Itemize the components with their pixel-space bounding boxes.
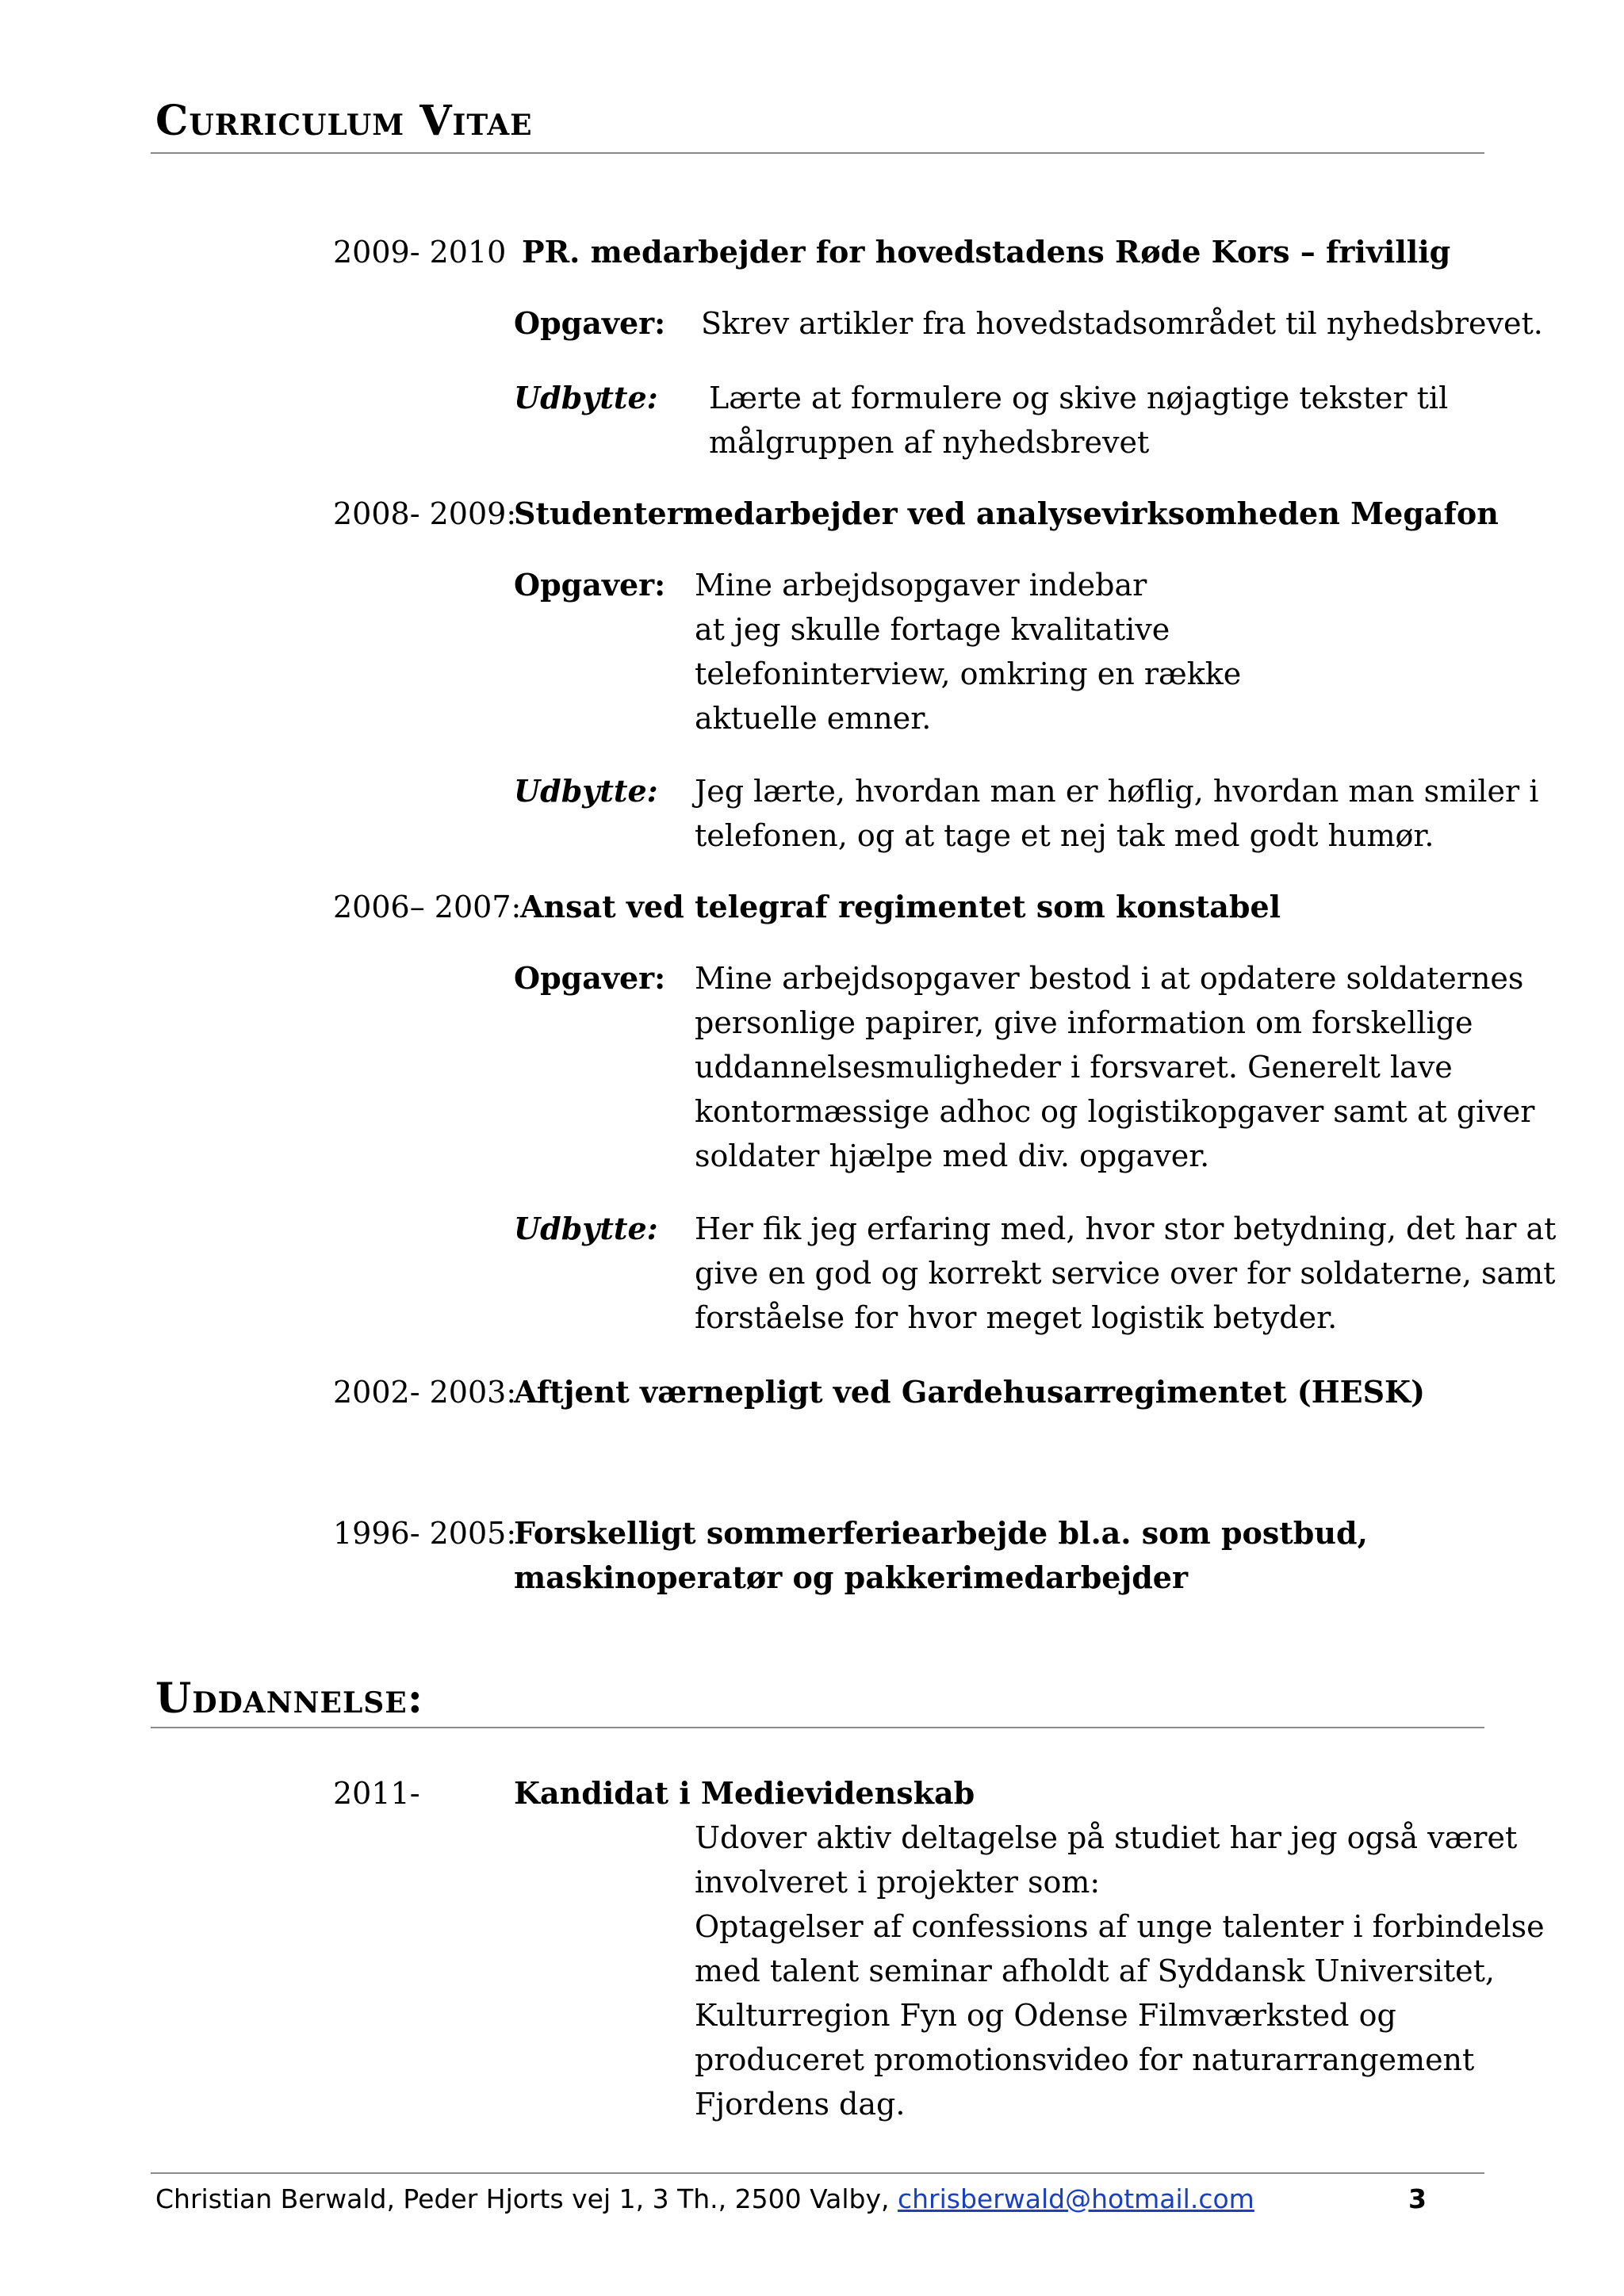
text-line: Udover aktiv deltagelse på studiet har jeg også været bbox=[695, 1820, 1518, 1855]
entry-date: 2011- bbox=[333, 1776, 420, 1811]
entry-date: 2006– 2007: bbox=[333, 890, 522, 924]
title-line: maskinoperatør og pakkerimedarbejder bbox=[514, 1559, 1188, 1595]
opgaver-label: Opgaver: bbox=[514, 567, 666, 603]
title-line: Forskelligt sommerferiearbejde bl.a. som postbud, bbox=[514, 1515, 1368, 1551]
opgaver-label: Opgaver: bbox=[514, 305, 666, 341]
text-line: Skrev artikler fra hovedstadsområdet til nyhedsbrevet. bbox=[701, 306, 1543, 341]
text-line: uddannelsesmuligheder i forsvaret. Generelt lave bbox=[695, 1050, 1453, 1085]
text-line: målgruppen af nyhedsbrevet bbox=[709, 425, 1150, 460]
page-title: Curriculum Vitae bbox=[155, 97, 533, 145]
text-line: Mine arbejdsopgaver indebar bbox=[695, 568, 1147, 603]
opgaver-text bbox=[695, 563, 1241, 740]
text-line: aktuelle emner. bbox=[695, 701, 932, 736]
udbytte-text bbox=[695, 1207, 1556, 1340]
text-line: Her fik jeg erfaring med, hvor stor betydning, det har at bbox=[695, 1211, 1557, 1246]
section-rule bbox=[151, 1727, 1484, 1728]
entry-title: PR. medarbejder for hovedstadens Røde Kors – frivillig bbox=[522, 234, 1451, 270]
section-heading-uddannelse: Uddannelse: bbox=[155, 1674, 423, 1723]
text-line: med talent seminar afholdt af Syddansk Universitet, bbox=[695, 1954, 1495, 1988]
header-rule bbox=[151, 152, 1484, 154]
footer-contact bbox=[155, 2183, 1254, 2214]
text-line: involveret i projekter som: bbox=[695, 1865, 1101, 1900]
footer-rule bbox=[151, 2172, 1484, 2174]
text-line: kontormæssige adhoc og logistikopgaver samt at giver bbox=[695, 1094, 1535, 1129]
text-line: telefoninterview, omkring en række bbox=[695, 656, 1242, 691]
email-link[interactable]: chrisberwald@hotmail.com bbox=[897, 2183, 1254, 2214]
text-line: Lærte at formulere og skive nøjagtige tekster til bbox=[709, 381, 1449, 415]
opgaver-text bbox=[701, 301, 1543, 346]
text-line: soldater hjælpe med div. opgaver. bbox=[695, 1138, 1210, 1173]
text-line: Optagelser af confessions af unge talenter i forbindelse bbox=[695, 1909, 1545, 1944]
entry-date: 2002- 2003: bbox=[333, 1375, 517, 1410]
opgaver-label: Opgaver: bbox=[514, 960, 666, 996]
text-line: Mine arbejdsopgaver bestod i at opdatere soldaternes bbox=[695, 961, 1524, 996]
entry-date: 2009- 2010 bbox=[333, 235, 507, 270]
text-line: Fjordens dag. bbox=[695, 2087, 906, 2122]
entry-title: Aftjent værnepligt ved Gardehusarregimentet (HESK) bbox=[514, 1374, 1426, 1410]
text-line: personlige papirer, give information om forskellige bbox=[695, 1005, 1473, 1040]
text-line: forståelse for hvor meget logistik betyder. bbox=[695, 1300, 1338, 1335]
text-line: telefonen, og at tage et nej tak med godt humør. bbox=[695, 818, 1434, 853]
udbytte-text bbox=[709, 376, 1448, 465]
footer-address: Christian Berwald, Peder Hjorts vej 1, 3 Th., 2500 Valby, bbox=[155, 2183, 898, 2214]
page-number: 3 bbox=[1408, 2183, 1427, 2214]
text-line: at jeg skulle fortage kvalitative bbox=[695, 612, 1170, 647]
udbytte-text bbox=[695, 769, 1538, 858]
education-description bbox=[695, 1816, 1545, 2126]
text-line: produceret promotionsvideo for naturarrangement bbox=[695, 2042, 1475, 2077]
entry-date: 1996- 2005: bbox=[333, 1516, 517, 1551]
udbytte-label: Udbytte: bbox=[514, 380, 658, 415]
opgaver-text bbox=[695, 956, 1534, 1178]
entry-date: 2008- 2009: bbox=[333, 496, 517, 531]
entry-title: Ansat ved telegraf regimentet som konstabel bbox=[520, 889, 1281, 924]
text-line: Kulturregion Fyn og Odense Filmværksted og bbox=[695, 1998, 1396, 2033]
entry-title bbox=[514, 1511, 1368, 1600]
entry-title: Kandidat i Medievidenskab bbox=[514, 1775, 975, 1811]
udbytte-label: Udbytte: bbox=[514, 773, 658, 809]
text-line: give en god og korrekt service over for soldaterne, samt bbox=[695, 1256, 1556, 1291]
udbytte-label: Udbytte: bbox=[514, 1211, 658, 1246]
entry-title: Studentermedarbejder ved analysevirksomheden Megafon bbox=[514, 496, 1499, 531]
text-line: Jeg lærte, hvordan man er høflig, hvordan man smiler i bbox=[695, 774, 1539, 809]
